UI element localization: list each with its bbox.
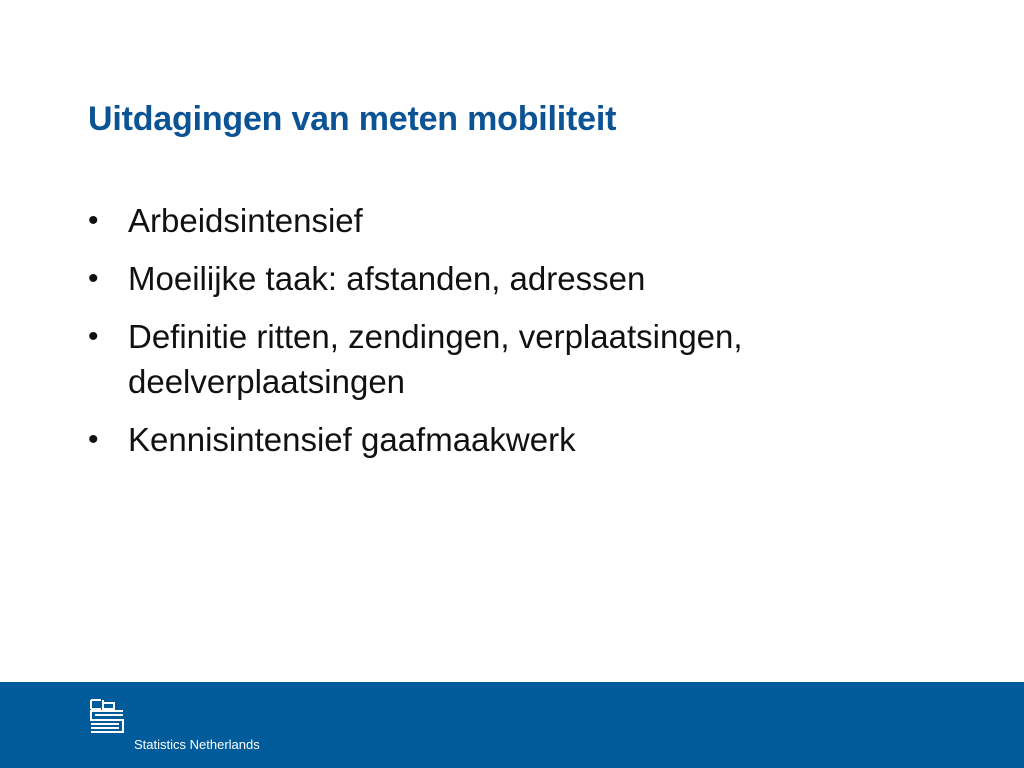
bullet-icon: • [88, 262, 99, 295]
bullet-icon: • [88, 204, 99, 237]
footer-bar [0, 682, 1024, 768]
bullet-text: Arbeidsintensief [128, 202, 363, 239]
bullet-text: Definitie ritten, zendingen, verplaatsingen, deelverplaatsingen [128, 318, 743, 400]
cbs-logo-icon [90, 699, 124, 733]
bullet-icon: • [88, 423, 99, 456]
bullet-item [88, 198, 968, 243]
bullet-icon: • [88, 320, 99, 353]
bullet-text: Moeilijke taak: afstanden, adressen [128, 260, 646, 297]
organization-name: Statistics Netherlands [134, 737, 260, 752]
slide-title: Uitdagingen van meten mobiliteit [88, 100, 617, 138]
bullet-list [88, 198, 968, 475]
bullet-item [88, 314, 968, 404]
bullet-item [88, 256, 968, 301]
bullet-text: Kennisintensief gaafmaakwerk [128, 421, 576, 458]
bullet-item [88, 417, 968, 462]
